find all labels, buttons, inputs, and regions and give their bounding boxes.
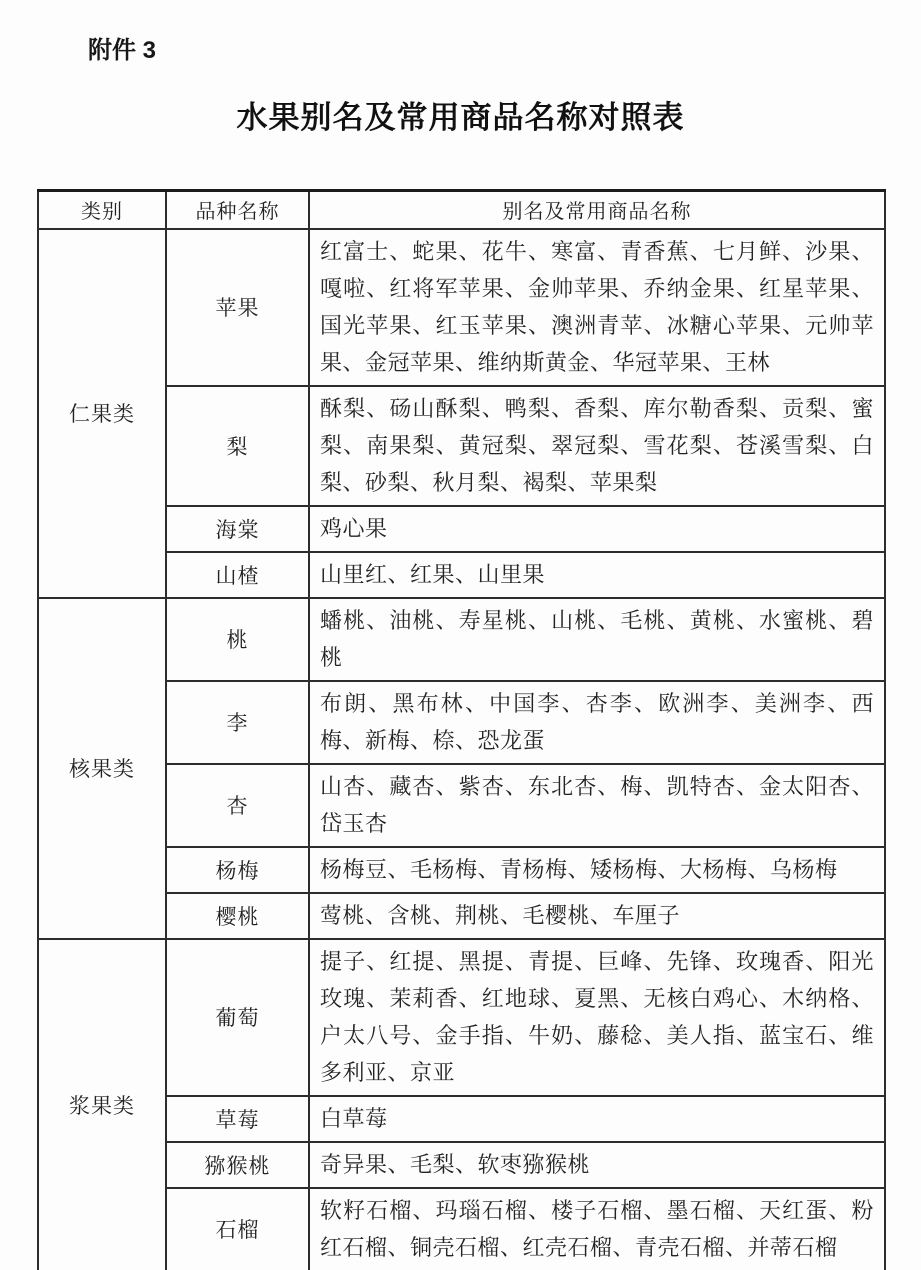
variety-cell: 葡萄 [166, 939, 309, 1096]
variety-cell: 苹果 [166, 229, 309, 386]
table-row [38, 506, 885, 552]
variety-cell: 樱桃 [166, 893, 309, 939]
page-title: 水果别名及常用商品名称对照表 [236, 100, 685, 135]
category-cell: 浆果类 [38, 939, 166, 1270]
fruit-alias-table [37, 189, 886, 1270]
table-row [38, 1142, 885, 1188]
fruit-table-body [38, 229, 885, 1270]
aliases-cell: 山里红、红果、山里果 [309, 552, 885, 598]
category-cell: 核果类 [38, 598, 166, 939]
table-row [38, 893, 885, 939]
variety-cell: 梨 [166, 386, 309, 506]
aliases-cell: 奇异果、毛梨、软枣猕猴桃 [309, 1142, 885, 1188]
table-row [38, 598, 885, 681]
category-cell: 仁果类 [38, 229, 166, 598]
table-row [38, 552, 885, 598]
header-cell-category: 类别 [38, 191, 166, 229]
variety-cell: 杨梅 [166, 847, 309, 893]
attachment-label: 附件 3 [88, 37, 157, 64]
aliases-cell: 提子、红提、黑提、青提、巨峰、先锋、玫瑰香、阳光玫瑰、茉莉香、红地球、夏黑、无核白鸡心、木纳格、户太八号、金手指、牛奶、藤稔、美人指、蓝宝石、维多利亚、京亚 [309, 939, 885, 1096]
variety-cell: 桃 [166, 598, 309, 681]
variety-cell: 海棠 [166, 506, 309, 552]
aliases-cell: 白草莓 [309, 1096, 885, 1142]
aliases-cell: 蟠桃、油桃、寿星桃、山桃、毛桃、黄桃、水蜜桃、碧桃 [309, 598, 885, 681]
variety-cell: 草莓 [166, 1096, 309, 1142]
variety-cell: 山楂 [166, 552, 309, 598]
aliases-cell: 山杏、藏杏、紫杏、东北杏、梅、凯特杏、金太阳杏、岱玉杏 [309, 764, 885, 847]
variety-cell: 杏 [166, 764, 309, 847]
aliases-cell: 鸡心果 [309, 506, 885, 552]
table-row [38, 681, 885, 764]
table-row [38, 1096, 885, 1142]
aliases-cell: 酥梨、砀山酥梨、鸭梨、香梨、库尔勒香梨、贡梨、蜜梨、南果梨、黄冠梨、翠冠梨、雪花梨、苍溪雪梨、白梨、砂梨、秋月梨、褐梨、苹果梨 [309, 386, 885, 506]
variety-cell: 猕猴桃 [166, 1142, 309, 1188]
aliases-cell: 布朗、黑布林、中国李、杏李、欧洲李、美洲李、西梅、新梅、㮈、恐龙蛋 [309, 681, 885, 764]
aliases-cell: 杨梅豆、毛杨梅、青杨梅、矮杨梅、大杨梅、乌杨梅 [309, 847, 885, 893]
table-row [38, 847, 885, 893]
aliases-cell: 莺桃、含桃、荆桃、毛樱桃、车厘子 [309, 893, 885, 939]
aliases-cell: 软籽石榴、玛瑙石榴、楼子石榴、墨石榴、天红蛋、粉红石榴、铜壳石榴、红壳石榴、青壳石榴、并蒂石榴 [309, 1188, 885, 1270]
header-cell-aliases: 别名及常用商品名称 [309, 191, 885, 229]
table-row [38, 1188, 885, 1270]
aliases-cell: 红富士、蛇果、花牛、寒富、青香蕉、七月鲜、沙果、嘎啦、红将军苹果、金帅苹果、乔纳金果、红星苹果、国光苹果、红玉苹果、澳洲青苹、冰糖心苹果、元帅苹果、金冠苹果、维纳斯黄金、华冠苹果、王林 [309, 229, 885, 386]
table-row [38, 764, 885, 847]
table-header-row [38, 191, 885, 229]
variety-cell: 石榴 [166, 1188, 309, 1270]
variety-cell: 李 [166, 681, 309, 764]
table-row [38, 229, 885, 386]
table-row [38, 386, 885, 506]
header-cell-variety: 品种名称 [166, 191, 309, 229]
table-row [38, 939, 885, 1096]
